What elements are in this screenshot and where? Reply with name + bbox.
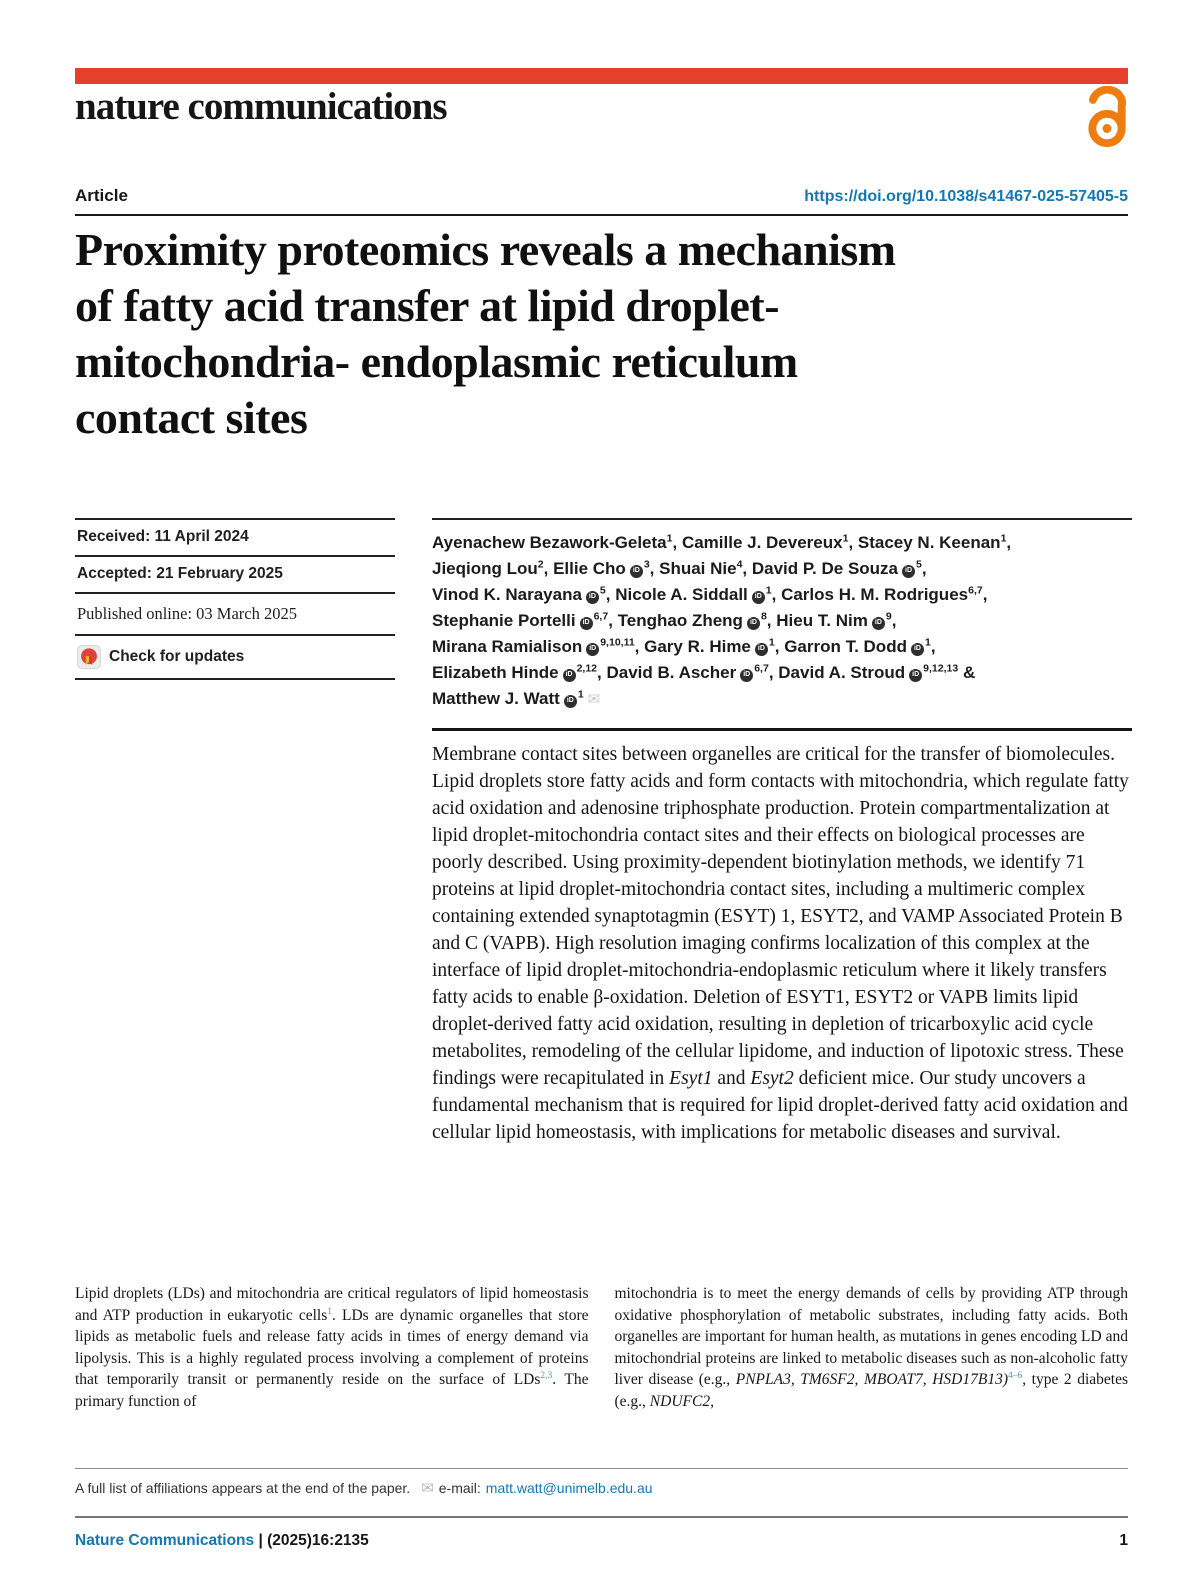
author-affiliation-sup: 3 (643, 558, 650, 571)
journal-logo: nature communications (75, 85, 447, 128)
citation-separator: | (258, 1532, 263, 1549)
author-affiliation-sup: 6,7 (968, 584, 983, 597)
footer-divider-top (75, 1468, 1128, 1469)
journal-name-link[interactable]: Nature Communications (75, 1532, 255, 1549)
title-line: mitochondria- endoplasmic reticulum (75, 336, 798, 387)
accepted-date: Accepted: 21 February 2025 (75, 557, 395, 594)
page-number: 1 (1119, 1532, 1128, 1549)
doi-link[interactable]: https://doi.org/10.1038/s41467-025-57405-5 (804, 188, 1128, 205)
orcid-icon[interactable]: iD (580, 617, 593, 630)
author-name: Stacey N. Keenan (857, 533, 1001, 552)
author-name: Carlos H. M. Rodrigues (781, 585, 969, 604)
author-name: Elizabeth Hinde (432, 663, 559, 682)
author-affiliation-sup: 6,7 (754, 662, 769, 675)
author-affiliation-sup: 1 (842, 532, 849, 545)
author-affiliation-sup: 2 (537, 558, 544, 571)
author-affiliation-sup: 1 (768, 636, 775, 649)
crossmark-icon (77, 645, 101, 669)
title-line: contact sites (75, 392, 308, 443)
citation-sup[interactable]: 2,3 (540, 1370, 553, 1381)
article-type-label: Article (75, 186, 128, 205)
orcid-icon[interactable]: iD (747, 617, 760, 630)
affiliation-note-row (75, 1479, 1128, 1497)
author-affiliation-sup: 1 (765, 584, 772, 597)
author-affiliation-sup: 8 (760, 610, 767, 623)
journal-citation (75, 1532, 369, 1550)
open-access-icon (1084, 86, 1130, 148)
affiliation-note: A full list of affiliations appears at the end of the paper. (75, 1480, 411, 1496)
title-line: Proximity proteomics reveals a mechanism (75, 224, 896, 275)
italic-term: Esyt1 (669, 1068, 713, 1089)
orcid-icon[interactable]: iD (563, 669, 576, 682)
orcid-icon[interactable]: iD (909, 669, 922, 682)
check-for-updates-label: Check for updates (109, 648, 245, 665)
author-name: Shuai Nie (659, 559, 737, 578)
author-affiliation-sup: 9,12,13 (923, 662, 959, 675)
orcid-icon[interactable]: iD (902, 565, 915, 578)
author-affiliation-sup: 5 (599, 584, 606, 597)
author-name: Gary R. Hime (644, 637, 751, 656)
italic-term: NDUFC2, (649, 1392, 714, 1410)
orcid-icon[interactable]: iD (872, 617, 885, 630)
title-rule (75, 214, 1128, 216)
footer-journal-line (75, 1532, 1128, 1550)
italic-term: PNPLA3, TM6SF2, MBOAT7, HSD17B13) (735, 1371, 1008, 1388)
italic-term: Esyt2 (750, 1068, 794, 1089)
article-header-row (75, 186, 1128, 206)
corresponding-author-envelope-icon[interactable]: ✉ (587, 691, 601, 708)
author-affiliation-sup: 9 (885, 610, 892, 623)
author-name: Ayenachew Bezawork-Geleta (432, 533, 667, 552)
author-name: Jieqiong Lou (432, 559, 538, 578)
corresponding-email-link[interactable]: matt.watt@unimelb.edu.au (485, 1480, 653, 1496)
journal-brand-bar (75, 68, 1128, 84)
citation-sup[interactable]: 1 (327, 1306, 332, 1317)
author-name: Tenghao Zheng (617, 611, 743, 630)
author-name: Ellie Cho (553, 559, 626, 578)
orcid-icon[interactable]: iD (740, 669, 753, 682)
author-name: David P. De Souza (751, 559, 899, 578)
author-affiliation-sup: 9,10,11 (600, 636, 635, 649)
author-affiliation-sup: 5 (916, 558, 922, 571)
author-name: Vinod K. Narayana (432, 585, 582, 604)
author-name: Stephanie Portelli (432, 611, 576, 630)
introduction-columns (75, 1283, 1128, 1412)
author-name: David B. Ascher (606, 663, 737, 682)
body-column-left: Lipid droplets (LDs) and mitochondria are critical regulators of lipid homeostasis and ATP production in eukaryotic cells$^1$. LDs are dynamic organelles that store lipids as metabolic fuels and release fatty acids in times of energy demand via lipolysis. This is a highly regulated process involving a complement of proteins that temporarily transit or permanently reside on the surface of LDs$^{2,3}$. The primary function of (75, 1285, 589, 1410)
author-name: Matthew J. Watt (432, 689, 560, 708)
orcid-icon[interactable]: iD (564, 695, 577, 708)
author-name: Garron T. Dodd (784, 637, 907, 656)
citation-sup[interactable]: 4–6 (1007, 1370, 1023, 1381)
email-envelope-icon: ✉ (421, 1480, 434, 1497)
author-affiliation-sup: 1 (1000, 532, 1007, 545)
author-name: Nicole A. Siddall (615, 585, 748, 604)
citation-text: (2025)16:2135 (267, 1532, 369, 1549)
orcid-icon[interactable]: iD (911, 643, 924, 656)
author-affiliation-sup: 1 (666, 532, 673, 545)
author-affiliation-sup: 1 (577, 688, 584, 701)
title-line: of fatty acid transfer at lipid droplet- (75, 280, 780, 331)
author-list: Ayenachew Bezawork-Geleta$^1$, Camille J. Devereux$^1$, Stacey N. Keenan$^1$, Jieqiong Lou$^2$, Ellie Cho $iD^3$, Shuai Nie$^4$, David P. De Souza $iD^5$, Vinod K. Narayana $iD^5$, Nicole A. Siddall $iD^1$, Carlos H. M. Rodrigues$^{6,7}$, Stephanie Portelli iD$^{6,7}$, Tenghao Zheng $iD^8$, Hieu T. Nim $iD^9$, Mirana Ramialison iD$^{9,10,11}$, Gary R. Hime $iD^1$, Garron T. Dodd $iD^1$, Elizabeth Hinde iD$^{2,12}$, David B. Ascher iD$^{6,7}$, David A. Stroud iD$^{9,12,13}$ & Matthew J. Watt $iD^1$ ✉ (432, 518, 1132, 713)
author-name: David A. Stroud (778, 663, 906, 682)
author-name: Hieu T. Nim (776, 611, 868, 630)
orcid-icon[interactable]: iD (752, 591, 765, 604)
article-info-panel (75, 518, 395, 680)
received-date: Received: 11 April 2024 (75, 520, 395, 557)
author-name: Mirana Ramialison (432, 637, 583, 656)
author-affiliation-sup: 1 (924, 636, 931, 649)
article-title (75, 222, 1115, 446)
body-column-right: mitochondria is to meet the energy demands of cells by providing ATP through oxidative phosphorylation of metabolic substrates, including fatty acids. Both organelles are important for human health, as mutations in genes encoding LD and mitochondrial proteins are linked to metabolic diseases such as non-alcoholic fatty liver disease (e.g., PNPLA3, TM6SF2, MBOAT7, HSD17B13)$^{4-6}$, type 2 diabetes (e.g., NDUFC2, (614, 1285, 1128, 1410)
orcid-icon[interactable]: iD (586, 643, 599, 656)
email-label: e-mail: (438, 1480, 481, 1496)
orcid-icon[interactable]: iD (586, 591, 599, 604)
author-affiliation-sup: 2,12 (576, 662, 598, 675)
author-name: Camille J. Devereux (681, 533, 843, 552)
author-affiliation-sup: 4 (736, 558, 743, 571)
check-for-updates-button[interactable] (75, 636, 395, 680)
orcid-icon[interactable]: iD (755, 643, 768, 656)
author-affiliation-sup: 6,7 (593, 610, 609, 623)
orcid-icon[interactable]: iD (630, 565, 643, 578)
published-date: Published online: 03 March 2025 (75, 594, 395, 636)
footer-divider-bottom (75, 1516, 1128, 1518)
abstract-text: Membrane contact sites between organelles are critical for the transfer of biomolecules. Lipid droplets store fatty acids and form contacts with mitochondria, which regulate fatty acid oxidation and adenosine triphosphate production. Protein compartmentalization at lipid droplet-mitochondria contact sites and their effects on biological processes are poorly described. Using proximity-dependent biotinylation methods, we identify 71 proteins at lipid droplet-mitochondria contact sites, including a multimeric complex containing extended synaptotagmin (ESYT) 1, ESYT2, and VAMP Associated Protein B and C (VAPB). High resolution imaging confirms localization of this complex at the interface of lipid droplet-mitochondria-endoplasmic reticulum where it likely transfers fatty acids to enable β-oxidation. Deletion of ESYT1, ESYT2 or VAPB limits lipid droplet-derived fatty acid oxidation, resulting in depletion of tricarboxylic acid cycle metabolites, remodeling of the cellular lipidome, and induction of lipotoxic stress. These findings were recapitulated in Esyt1 and Esyt2 deficient mice. Our study uncovers a fundamental mechanism that is required for lipid droplet-derived fatty acid oxidation and cellular lipid homeostasis, with implications for metabolic diseases and survival. (432, 728, 1132, 1146)
